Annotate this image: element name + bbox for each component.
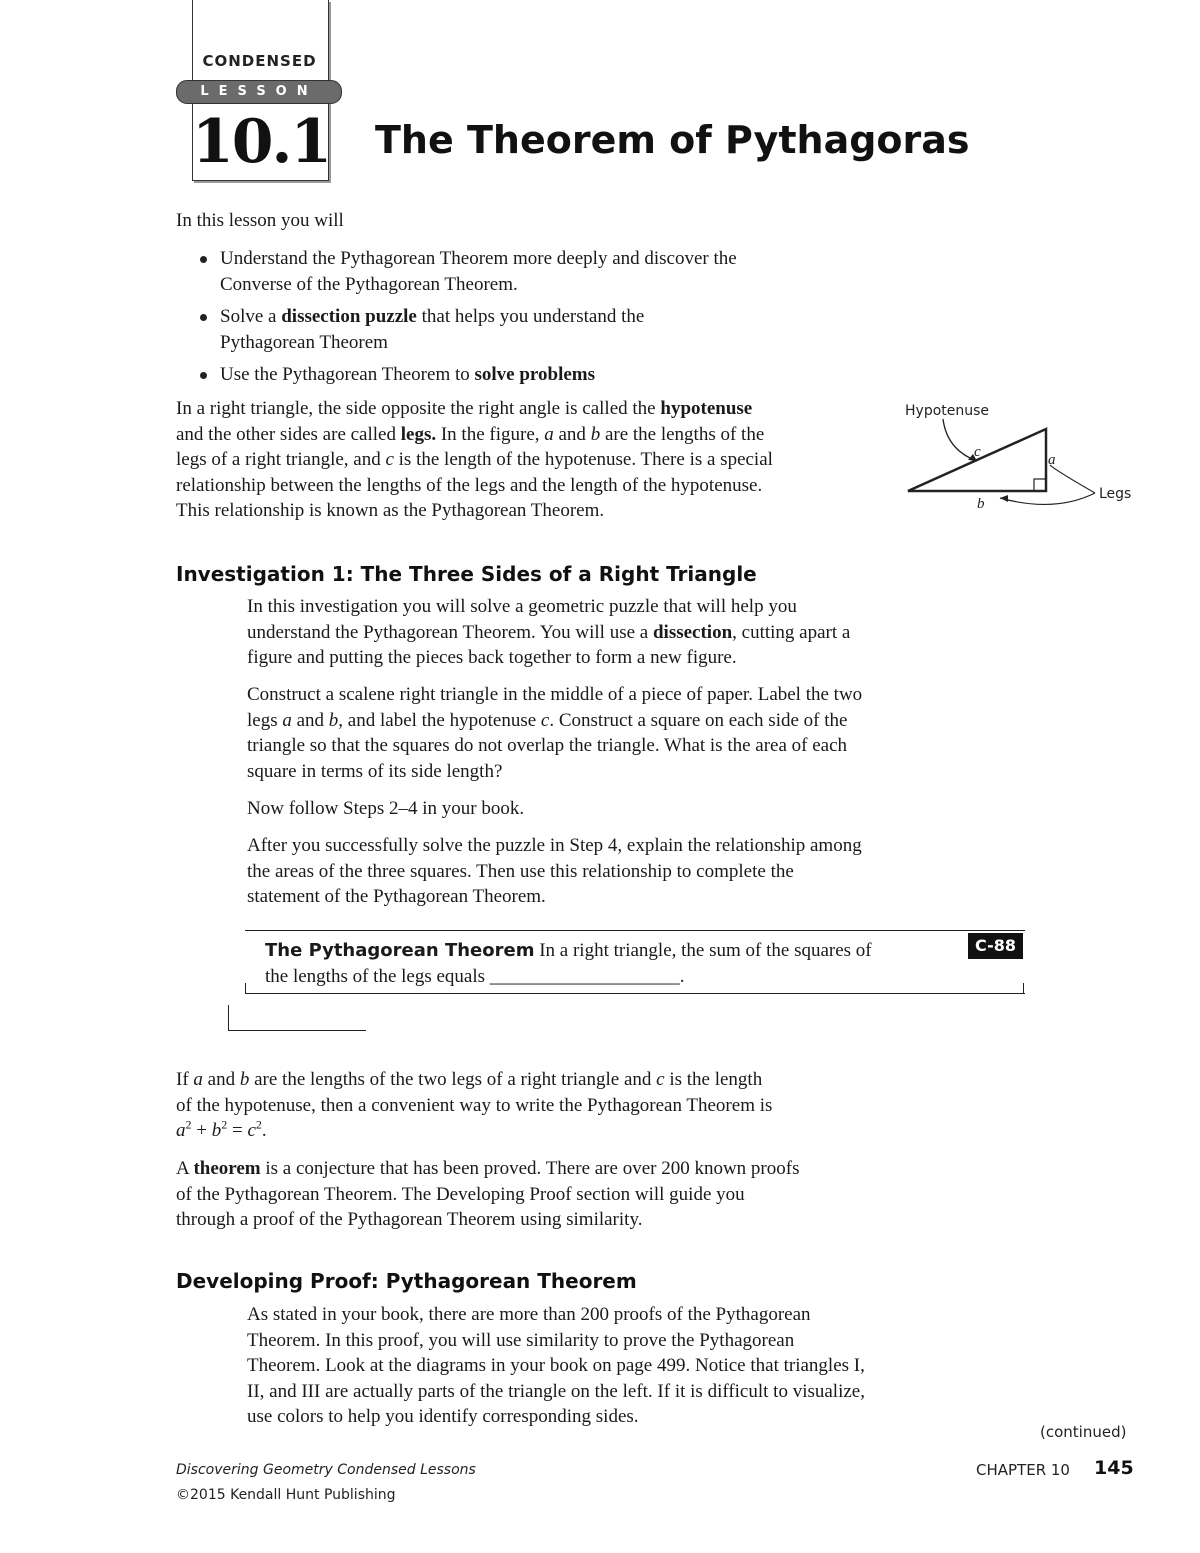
side-c-label: c [974,444,981,460]
developing-proof-paragraph: As stated in your book, there are more than 200 proofs of the Pythagorean Theorem. In this proof, you will use similarity to prove the Pythagorean Theorem. Look at the diagrams in your book on page 499. Notice that triangles I, II, and III are actually parts of the triangle on the left. If it is difficult to visualize, use colors to help you identify corresponding sides. [247,1304,865,1427]
legs-arrow-b [1000,493,1095,504]
hypotenuse-paragraph: In a right triangle, the side opposite the right angle is called the hypotenuse and the other sides are called legs. In the figure, a and b are the lengths of the legs of a right triangle, and c is the length of the hypotenuse. There is a special relationship between the lengths of the legs and the length of the hypotenuse. This relationship is known as the Pythagorean Theorem. [176,398,773,521]
hypotenuse-arrow [943,419,977,461]
investigation-paragraph-4: After you successfully solve the puzzle in Step 4, explain the relationship among the areas of the three squares. Then use this relationship to complete the statement of the Pythagorean Theorem. [247,835,862,907]
theorem-statement: The Pythagorean Theorem In a right triangle, the sum of the squares of the lengths of the legs equals ____________________. [265,940,872,987]
theorem-top-rule [245,930,1025,931]
badge-condensed-label: CONDENSED [202,52,317,70]
side-a-label: a [1048,452,1056,468]
right-angle-mark [1034,479,1046,491]
legs-arrow-a [1050,465,1095,493]
right-triangle-figure [895,395,1145,515]
investigation-paragraph-1: In this investigation you will solve a geometric puzzle that will help you understand the Pythagorean Theorem. You will use a dissection, cutting apart a figure and putting the pieces back together to form a new figure. [247,596,851,668]
intro-text: In this lesson you will [176,210,344,231]
triangle-shape [908,429,1046,491]
answer-bracket [228,1005,366,1031]
footer-chapter: CHAPTER 10 [976,1461,1070,1479]
list-item: Use the Pythagorean Theorem to solve problems [198,362,858,388]
theorem-definition-paragraph: A theorem is a conjecture that has been proved. There are over 200 known proofs of the Pythagorean Theorem. The Developing Proof section will guide you through a proof of the Pythagorean Theorem using similarity. [176,1158,800,1230]
list-item: Understand the Pythagorean Theorem more deeply and discover the Converse of the Pythagorean Theorem. [198,246,858,297]
hypotenuse-label: Hypotenuse [905,403,990,419]
page-title: The Theorem of Pythagoras [375,118,970,162]
investigation-heading: Investigation 1: The Three Sides of a Right Triangle [176,562,757,586]
list-item: Solve a dissection puzzle that helps you understand the Pythagorean Theorem [198,304,858,355]
badge-lesson-label: LESSON [176,80,342,104]
page-number: 145 [1094,1457,1134,1479]
footer-copyright: ©2015 Kendall Hunt Publishing [176,1487,396,1503]
objectives-list [198,246,858,395]
investigation-paragraph-2: Construct a scalene right triangle in the middle of a piece of paper. Label the two legs a and b, and label the hypotenuse c. Construct a square on each side of the triangle so that the squares do not overlap the triangle. What is the area of each square in terms of its side length? [247,684,863,782]
theorem-bottom-rule [245,993,1025,994]
formula-paragraph: If a and b are the lengths of the two legs of a right triangle and c is the length of the hypotenuse, then a convenient way to write the Pythagorean Theorem is $a^2 + b^2 = c^2$. [176,1069,773,1141]
side-b-label: b [977,496,985,512]
continued-label: (continued) [1040,1423,1127,1441]
theorem-tick-right [1023,983,1024,993]
pythagorean-formula: $a^2 + b^2 = c^2$. [176,1117,267,1141]
lesson-number: 10.1 [192,107,331,177]
investigation-paragraph-3: Now follow Steps 2–4 in your book. [247,798,525,819]
legs-label: Legs [1099,486,1132,502]
developing-proof-heading: Developing Proof: Pythagorean Theorem [176,1269,637,1293]
footer-book-title: Discovering Geometry Condensed Lessons [176,1462,476,1478]
theorem-tick-left [245,983,246,993]
conjecture-code-badge: C-88 [968,933,1023,959]
